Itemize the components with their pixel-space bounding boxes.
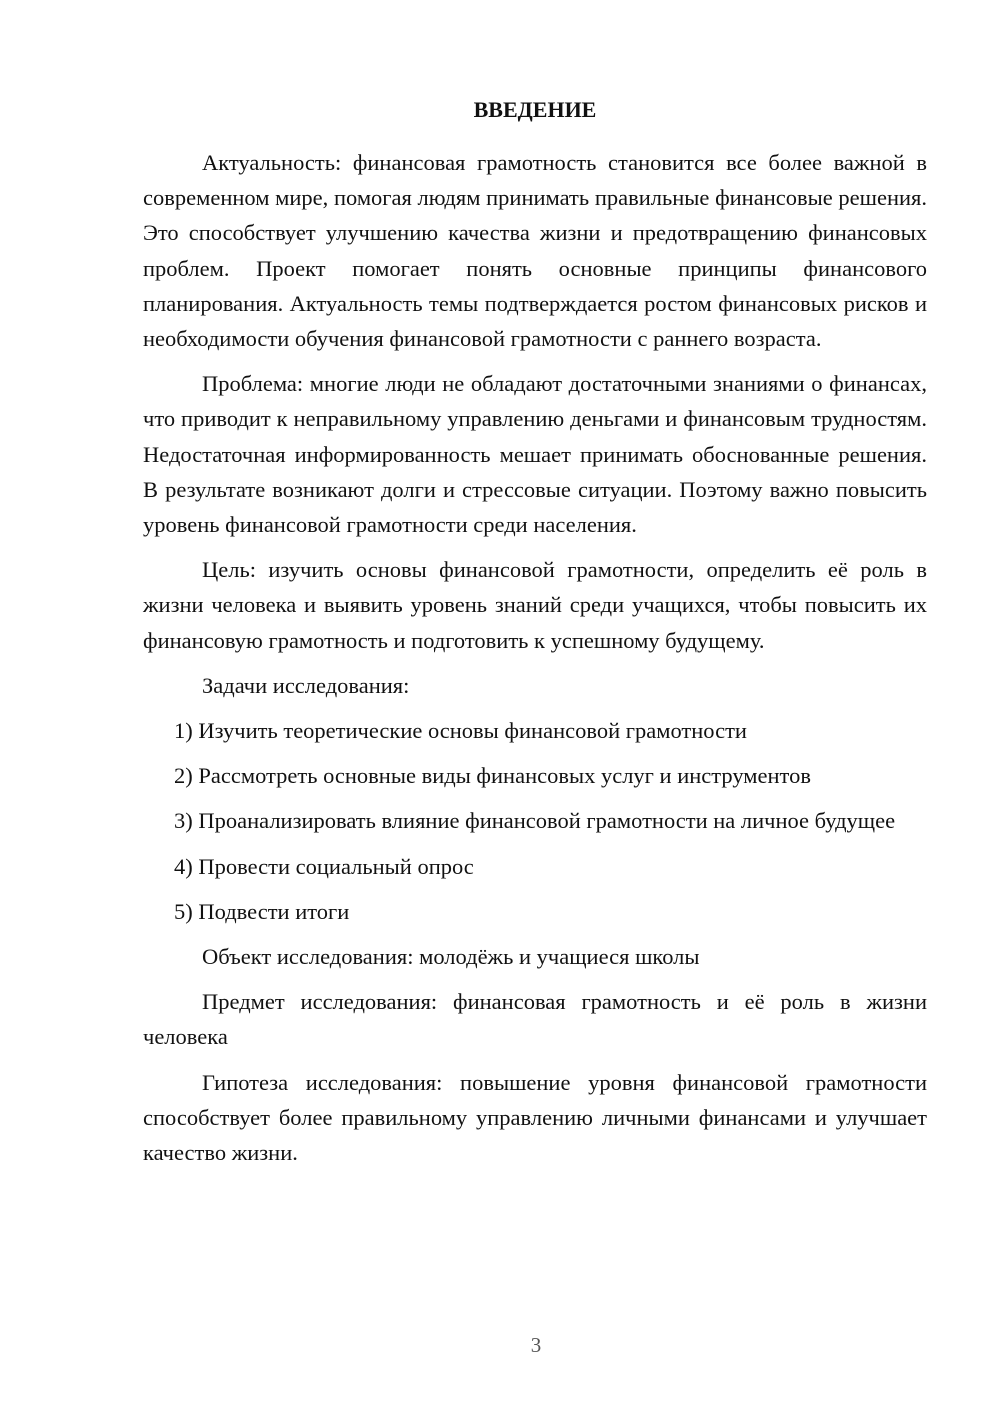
subject-paragraph: Предмет исследования: финансовая грамотность и её роль в жизни человека — [143, 989, 927, 1050]
task-item: 3) Проанализировать влияние финансовой грамотности на личное будущее — [174, 808, 896, 834]
section-title: ВВЕДЕНИЕ — [473, 97, 597, 122]
task-item: 5) Подвести итоги — [174, 898, 350, 924]
goal-paragraph: Цель: изучить основы финансовой грамотности, определить её роль в жизни человека и выявить уровень знаний среди учащихся, чтобы повысить их финансовую грамотность и подготовить к успешному будущему. — [143, 557, 927, 653]
hypothesis-paragraph: Гипотеза исследования: повышение уровня финансовой грамотности способствует более правильному управлению личными финансами и улучшает качество жизни. — [143, 1069, 927, 1166]
relevance-paragraph: Актуальность: финансовая грамотность становится все более важной в современном мире, помогая людям принимать правильные финансовые решения. Это способствует улучшению качества жизни и предотвращению финансовых проблем. Проект помогает понять основные принципы финансового планирования. Актуальность темы подтверждается ростом финансовых рисков и необходимости обучения финансовой грамотности с раннего возраста. — [143, 150, 927, 352]
object-paragraph: Объект исследования: молодёжь и учащиеся школы — [202, 944, 700, 970]
task-item: 1) Изучить теоретические основы финансовой грамотности — [174, 718, 747, 744]
tasks-heading: Задачи исследования: — [202, 672, 410, 698]
page-content — [143, 95, 927, 1180]
task-item: 4) Провести социальный опрос — [174, 853, 474, 879]
page-number: 3 — [530, 1333, 542, 1357]
problem-paragraph: Проблема: многие люди не обладают достаточными знаниями о финансах, что приводит к неправильному управлению деньгами и финансовым трудностям. Недостаточная информированность мешает принимать обоснованные решения. В результате возникают долги и стрессовые ситуации. Поэтому важно повысить уровень финансовой грамотности среди населения. — [143, 371, 927, 538]
task-item: 2) Рассмотреть основные виды финансовых услуг и инструментов — [174, 763, 811, 789]
